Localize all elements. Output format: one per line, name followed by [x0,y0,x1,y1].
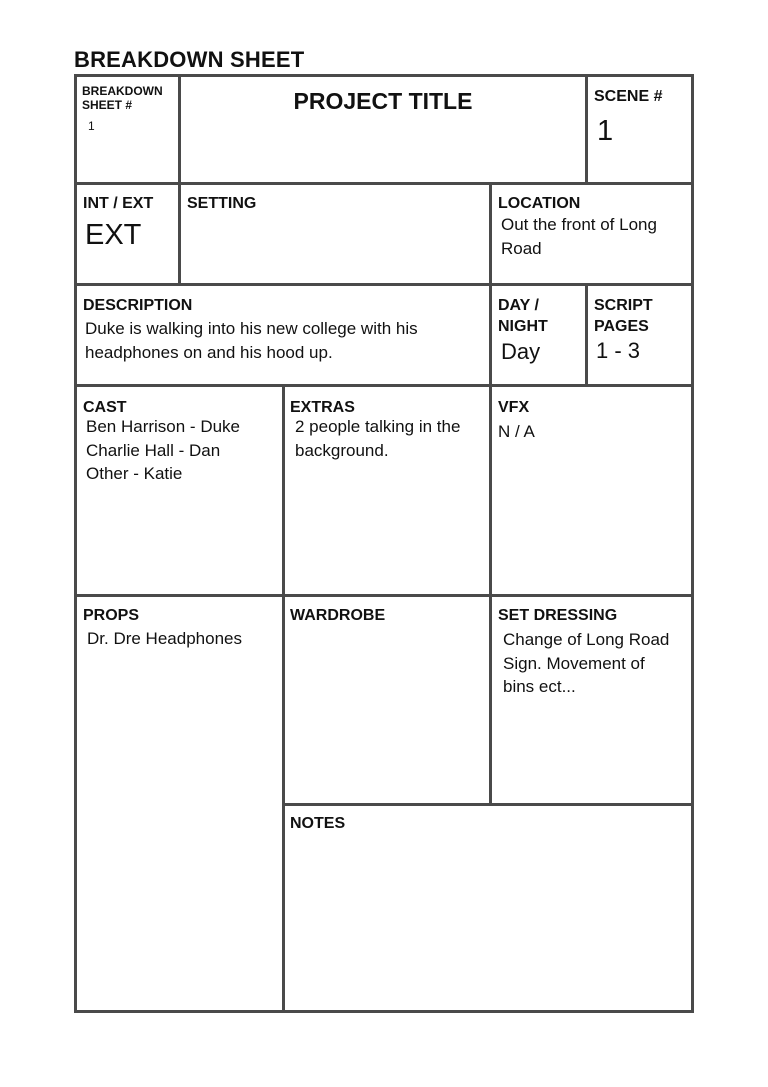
wardrobe-label: WARDROBE [290,607,386,624]
set-dressing-label: SET DRESSING [498,607,618,624]
description-value[interactable]: Duke is walking into his new college with his headphones on and his hood up. [85,319,418,362]
sheet-heading: BREAKDOWN SHEET [74,47,305,72]
extras-value[interactable]: 2 people talking in the background. [295,417,461,460]
location-cell [489,182,694,286]
project-title-label: PROJECT TITLE [293,88,473,114]
description-label: DESCRIPTION [83,297,193,314]
setting-cell [178,182,492,286]
script-pages-cell [585,283,694,387]
notes-cell [282,803,694,1013]
vfx-cell [489,384,694,597]
props-cell [74,594,285,1013]
scene-number-value[interactable]: 1 [597,115,614,147]
scene-number-label: SCENE # [594,88,663,105]
vfx-value[interactable]: N / A [498,422,535,441]
setting-label: SETTING [187,195,257,212]
extras-label: EXTRAS [290,399,355,416]
set-dressing-cell [489,594,694,806]
day-night-cell [489,283,588,387]
int-ext-value[interactable]: EXT [85,219,142,251]
breakdown-sheet-number-value[interactable]: 1 [88,119,95,133]
breakdown-sheet-number-cell [74,74,181,185]
location-value[interactable]: Out the front of Long Road [501,215,657,258]
project-title-cell [178,74,588,185]
script-pages-value[interactable]: 1 - 3 [596,338,641,363]
wardrobe-cell [282,594,492,806]
scene-number-cell [585,74,694,185]
description-cell [74,283,492,387]
location-label: LOCATION [498,195,581,212]
extras-cell [282,384,492,597]
day-night-label: DAY / NIGHT [498,297,548,335]
cast-cell [74,384,285,597]
props-value[interactable]: Dr. Dre Headphones [87,629,242,648]
vfx-label: VFX [498,399,530,416]
int-ext-label: INT / EXT [83,195,154,212]
cast-label: CAST [83,399,127,416]
day-night-value[interactable]: Day [501,339,541,364]
breakdown-sheet-number-label: BREAKDOWN SHEET # [82,84,163,112]
script-pages-label: SCRIPT PAGES [594,297,653,335]
notes-label: NOTES [290,815,346,832]
set-dressing-value[interactable]: Change of Long Road Sign. Movement of bins ect... [503,630,670,696]
props-label: PROPS [83,607,140,624]
int-ext-cell [74,182,181,286]
cast-value[interactable]: Ben Harrison - Duke Charlie Hall - Dan Other - Katie [86,417,241,483]
